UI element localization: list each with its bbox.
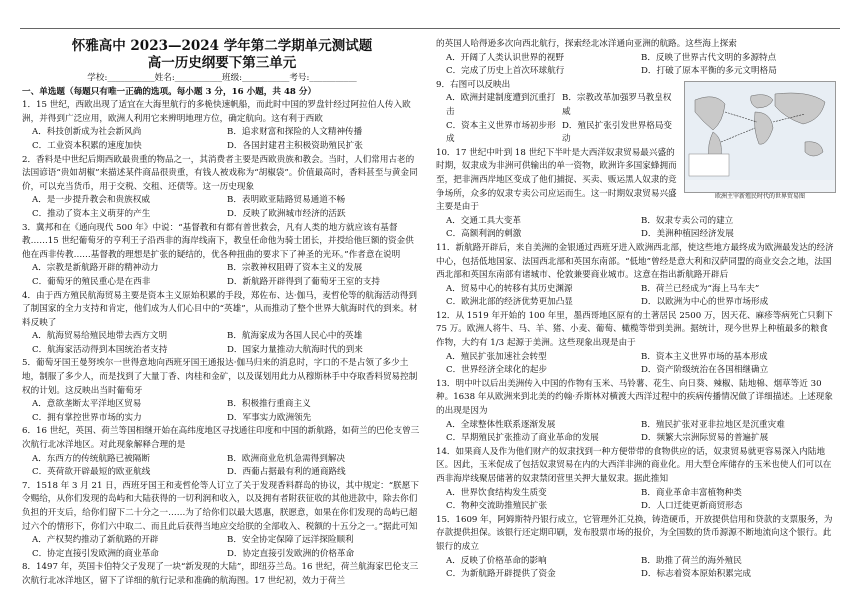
- question-item: [436, 446, 836, 514]
- option-list: [22, 534, 422, 561]
- question-stem: 4．由于西方殖民航海贸易主要是资本主义原始积累的手段，郑佐布、达·伽马，麦哲伦等的航海活动得到了制国家的全力支持和肯定，他们成为人们心目中的“英雄”，从而推动了整个世界大航海时代的到来。材料反映了: [22, 290, 418, 328]
- answer-option[interactable]: C．拥有掌控世界市场的实力: [32, 412, 142, 423]
- answer-option[interactable]: C．高额利润的刺激: [446, 229, 522, 240]
- answer-option[interactable]: D．新航路开辟得到了葡萄牙王室的支持: [227, 276, 380, 287]
- answer-option[interactable]: B．航海家成为各国人民心中的英雄: [227, 331, 363, 342]
- exam-title: 怀雅高中 2023—2024 学年第二学期单元测试题: [71, 38, 373, 54]
- answer-option[interactable]: C．英荷欲开辟最短的欧亚航线: [32, 467, 151, 478]
- answer-option[interactable]: C．欧洲北部的经济优势更加凸显: [446, 297, 573, 308]
- question-item: [22, 222, 422, 290]
- option-list: [436, 215, 836, 242]
- option-list: [22, 330, 422, 357]
- answer-option[interactable]: A．宗教是新航路开辟的精神动力: [32, 263, 159, 274]
- question-item: [436, 242, 836, 310]
- world-trade-map: [684, 81, 836, 201]
- answer-option[interactable]: D．殖民扩张引发世界格局变动: [562, 120, 673, 145]
- question-stem: 13．明中叶以后出美洲传入中国的作物有玉米、马铃薯、花生、向日葵、辣椒、陆地棉、烟草等近 30 种。1638 年从欧洲来到北美的约翰·乔斯林对横渡大西洋过程中的疾病传播情况做了详细描述。上述现象的出现是因为: [436, 378, 833, 417]
- answer-option[interactable]: C．协定直接引发欧洲的商业革命: [32, 548, 159, 559]
- answer-option[interactable]: A．反映了价格革命的影响: [446, 555, 547, 566]
- question-stem: 3．冀邦和在《通向现代 500 年》中说：“基督教和有都有普世救会，凡有人类的地方就应该有基督教……15 世纪葡萄牙的亨利王子沿西非的海岸线南下，教皇任命他为骑士团长，并授给他巨额的资金供他在西非传教……基督教的理想是扩张的疑结的，优各种扭曲的要求下了神圣的光环。”作者意在说明: [22, 222, 414, 260]
- question-item: [436, 378, 836, 446]
- option-list: [22, 194, 422, 221]
- answer-option[interactable]: D．西葡占据最有利的通商路线: [227, 467, 346, 478]
- option-list: [22, 453, 422, 480]
- answer-option[interactable]: A．科技创新成为社会新风尚: [32, 127, 142, 138]
- answer-option[interactable]: B．奴隶专卖公司的建立: [641, 215, 734, 226]
- answer-option[interactable]: D．人口迁徙更新商贸形态: [641, 501, 743, 512]
- answer-option[interactable]: B．殖民扩张对亚非拉地区是沉重灾难: [641, 419, 785, 430]
- answer-option[interactable]: B．商业革命丰富植物种类: [641, 487, 742, 498]
- question-item: [22, 154, 422, 222]
- answer-option[interactable]: B．宗教改革加强罗马教皇权威: [562, 93, 672, 117]
- answer-option[interactable]: A．是一步提升教会和贵族权威: [32, 195, 150, 206]
- left-column: [22, 38, 422, 589]
- question-item: [22, 357, 422, 425]
- question-stem: 5．葡萄牙国王曼努埃尔一世得意地向西班牙国王通报达·伽马归来的消息时，字口的不是占领了多少土地，制服了多少人，而是找到了大量丁香、肉桂和金矿，以及谋划用此力从穆斯林手中夺取香料贸易控制权的计划。这反映出当时葡萄牙: [22, 358, 418, 396]
- answer-option[interactable]: A．欧洲封建制度遭到沉重打击: [446, 93, 556, 117]
- answer-option[interactable]: D．协定直接引发欧洲的价格革命: [227, 548, 355, 559]
- answer-option[interactable]: B．追求财富和探险的人文精神传播: [227, 127, 363, 138]
- answer-option[interactable]: B．欧洲商业危机急需得到解决: [227, 453, 346, 464]
- answer-option[interactable]: A．产权契约推动了新航路的开辟: [32, 535, 159, 546]
- answer-option[interactable]: C．航海家活动得到本国统治者支持: [32, 344, 168, 355]
- right-question-list: [436, 38, 836, 582]
- left-question-list: [22, 99, 422, 588]
- student-info-line: 学校:___________姓名:___________班级:___________考号:___________: [87, 73, 357, 83]
- answer-option[interactable]: C．为新航路开辟提供了资金: [446, 569, 556, 580]
- option-list: [436, 419, 836, 446]
- answer-option[interactable]: A．意欲垄断太平洋地区贸易: [32, 399, 142, 410]
- answer-option[interactable]: C．工业资本积累的速度加快: [32, 140, 142, 151]
- answer-option[interactable]: A．殖民扩张加速社会转型: [446, 351, 547, 362]
- answer-option[interactable]: C．早期殖民扩张推动了商业革命的发展: [446, 433, 599, 444]
- question-stem: 12．从 1519 年开始的 100 年里，墨西哥地区原有的土著居民 2500 万，因天花、麻疹等病死亡只剩下 75 万。欧洲人将牛、马、羊、猪、小麦、葡萄、橄榄等带到美洲。据统计，现今世界上种植最多的粮食作物，大约有 1/3 起源于美洲。这些现象出现是由于: [436, 310, 833, 349]
- top-rule: [20, 28, 840, 29]
- question-stem: 1．15 世纪，西欧出现了适宜在大海里航行的多桅快速帆船，而此时中国的罗盘针经过阿拉伯人传入欧洲，并得到广泛应用，欧洲人利用它来辨明地理方位，确定航向。这有利于西欧: [22, 100, 411, 124]
- answer-option[interactable]: D．美洲种植园经济发展: [641, 229, 734, 240]
- answer-option[interactable]: C．完成了历史上首次环球航行: [446, 66, 565, 77]
- question-stem: 6．16 世纪，英国、荷兰等国相继开始在高纬度地区寻找通往印度和中国的新航路，如荷兰的巴伦支曾三次航行北冰洋地区。对此现象解释合理的是: [22, 426, 420, 451]
- answer-option[interactable]: A．全球整体性联系逐渐发展: [446, 419, 556, 430]
- question-item: [22, 290, 422, 358]
- answer-option[interactable]: D．军事实力欧洲领先: [227, 412, 312, 423]
- question-stem: 14．如果商人及作为他们财产的奴隶找到一种方便带带的食物供应的话，奴隶贸易就更容易深入内陆地区。因此，玉米促成了包括奴隶贸易在内的大西洋非洲的商业化。用大型仓库储存的玉米也使人们可以在西非海岸线聚居储著的奴隶禁闭营里关押大量奴隶。据此推知: [436, 446, 832, 484]
- answer-option[interactable]: A．航海贸易给殖民地带去西方文明: [32, 331, 168, 342]
- answer-option[interactable]: C．物种交流助推殖民扩张: [446, 501, 548, 512]
- map-caption: 欧洲主宰新殖民时代的世界贸易图: [714, 193, 805, 201]
- answer-option[interactable]: D．资产阶级统治在各国相继确立: [641, 365, 769, 376]
- answer-option[interactable]: C．葡萄牙的殖民重心是在西非: [32, 276, 151, 287]
- answer-option[interactable]: C．推动了资本主义萌芽的产生: [32, 208, 151, 219]
- answer-option[interactable]: D．以欧洲为中心的世界市场形成: [641, 297, 769, 308]
- answer-option[interactable]: C．世界经济全球化的起步: [446, 365, 548, 376]
- answer-option[interactable]: C．资本主义世界市场初步形成: [446, 120, 556, 145]
- answer-option[interactable]: B．助推了荷兰的海外殖民: [641, 555, 742, 566]
- answer-option[interactable]: B．表明欧亚陆路贸易通道不畅: [227, 195, 346, 206]
- answer-option[interactable]: B．宗教神权阻碍了资本主义的发展: [227, 263, 363, 274]
- question-item: [22, 480, 422, 562]
- answer-option[interactable]: D．打破了原本平衡的多元文明格局: [641, 66, 777, 77]
- answer-option[interactable]: D．标志着资本原始积累完成: [641, 569, 752, 580]
- question-stem: 11．新航路开辟后，来自美洲的金银通过西班牙进入欧洲西北部，使这些地方最终成为欧洲最发达的经济中心，包括低地国家、法国西北部和英国东南部。“低地”曾经是意大利和汉萨同盟的商业交会之地，法国西北部和英国东南部有诸城市、伦敦兼要商业城市。这意在指出新航路开辟后: [436, 242, 834, 281]
- question-stem: 7．1518 年 3 月 21 日，西班牙国王和麦哲伦等人订立了关于发现香料群岛的协议，其中规定：“朕愿下令赐给，从你们发现的岛屿和大陆获得的一切利润和收入，以及拥有者附获征收的其他进款中，除去你们负担的开支后，给你们留下二十分之一……为了给你们以最大恩惠，朕愿意，如果在你们发现的岛屿已超过六个的情形下，你们六中取二、而且此后获得当地应交给朕的全部收入、税额的十五分之一。”据此可知: [22, 480, 419, 532]
- answer-option[interactable]: A．东西方的传统航路已被隔断: [32, 453, 150, 464]
- answer-option[interactable]: B．资本主义世界市场的基本形成: [641, 351, 768, 362]
- option-list: [22, 126, 422, 153]
- answer-option[interactable]: D．频繁大宗洲际贸易的普遍扩展: [641, 433, 769, 444]
- question-stem: 8．1497 年，英国卡伯特父子发现了一块“新发现的大陆”，即纽芬兰岛。16 世纪，荷兰航海家巴伦支三次航行北冰洋地区，留下了详细的航行记录和准确的航海图。17 世纪初，效力于荷兰: [22, 562, 419, 586]
- answer-option[interactable]: D．国家力量推动大航海时代的到来: [227, 344, 363, 355]
- question-stem: 2．香料是中世纪后期西欧最贵重的物品之一，其消费者主要是西欧贵族和教会。当时，人们常用古老的法国谚语“贵如胡椒”来描述某件商品很贵重，有钱人被戏称为“胡椒袋”。价值最高时，香料甚至与黄金同价，可以充当货币，用于交税、交租、还债等。这一历史现象: [22, 154, 418, 192]
- question-item: [436, 310, 836, 378]
- question-stem: 的英国人哈得逊多次向西北航行，探索经北冰洋通向亚洲的航路。这些海上探索: [436, 39, 737, 49]
- question-item: [22, 561, 422, 588]
- answer-option[interactable]: A．交通工具大变革: [446, 215, 521, 226]
- map-graphic: [685, 82, 835, 180]
- exam-subtitle: 高一历史纲要下第三单元: [147, 55, 297, 71]
- answer-option[interactable]: B．荷兰已经成为“海上马车夫”: [641, 283, 760, 294]
- answer-option[interactable]: D．各国封建君主积极资助殖民扩张: [227, 140, 363, 151]
- option-list: [436, 487, 836, 514]
- option-list: [22, 398, 422, 425]
- question-stem: 9．右图可以反映出: [436, 79, 511, 90]
- question-item: [436, 514, 836, 582]
- answer-option[interactable]: A．贸易中心的转移有其历史渊源: [446, 283, 573, 294]
- question-item: [22, 425, 422, 479]
- option-list: [436, 351, 836, 378]
- section-heading: 一、单选题（每题只有唯一正确的选项。每小题 3 分，16 小题，共 48 分）: [22, 86, 317, 97]
- answer-option[interactable]: B．安全协定保障了远洋探险顺利: [227, 535, 354, 546]
- question-item: [22, 99, 422, 153]
- answer-option[interactable]: D．反映了欧洲城市经济的活跃: [227, 208, 346, 219]
- option-list: [436, 283, 836, 310]
- option-list: [436, 52, 836, 79]
- question-stem: 10．17 世纪中叶到 18 世纪下半叶是大西洋奴隶贸易最兴盛的时期，奴隶成为非洲可供输出的单一资物，欧洲许多国家蜂拥而至，把非洲西岸地区变成了他们捕捉、买卖、贩运黑人奴隶的竞争场所，众多的奴隶专卖公司应运而生。这一时期奴隶贸易兴盛主要是由于: [436, 147, 677, 213]
- right-column: [436, 38, 836, 582]
- option-list: [22, 262, 422, 289]
- question-item: [436, 38, 836, 79]
- answer-option[interactable]: A．世界饮食结构发生质变: [446, 487, 547, 498]
- option-list: [436, 555, 836, 582]
- answer-option[interactable]: B．积极推行重商主义: [227, 399, 311, 410]
- answer-option[interactable]: A．开阔了人类认识世界的视野: [446, 52, 564, 63]
- option-list: [436, 92, 678, 146]
- question-stem: 15．1609 年，阿姆斯特丹银行成立，它管理外汇兑换，铸造硬币，开放提供信用和贷款的支票服务，为存款提供担保。该银行还定期印刷，发布股票市场的报价，为全国数的货币源源不断地流向这个银行。此银行的成立: [436, 514, 833, 552]
- answer-option[interactable]: B．反映了世界古代文明的多源特点: [641, 52, 777, 63]
